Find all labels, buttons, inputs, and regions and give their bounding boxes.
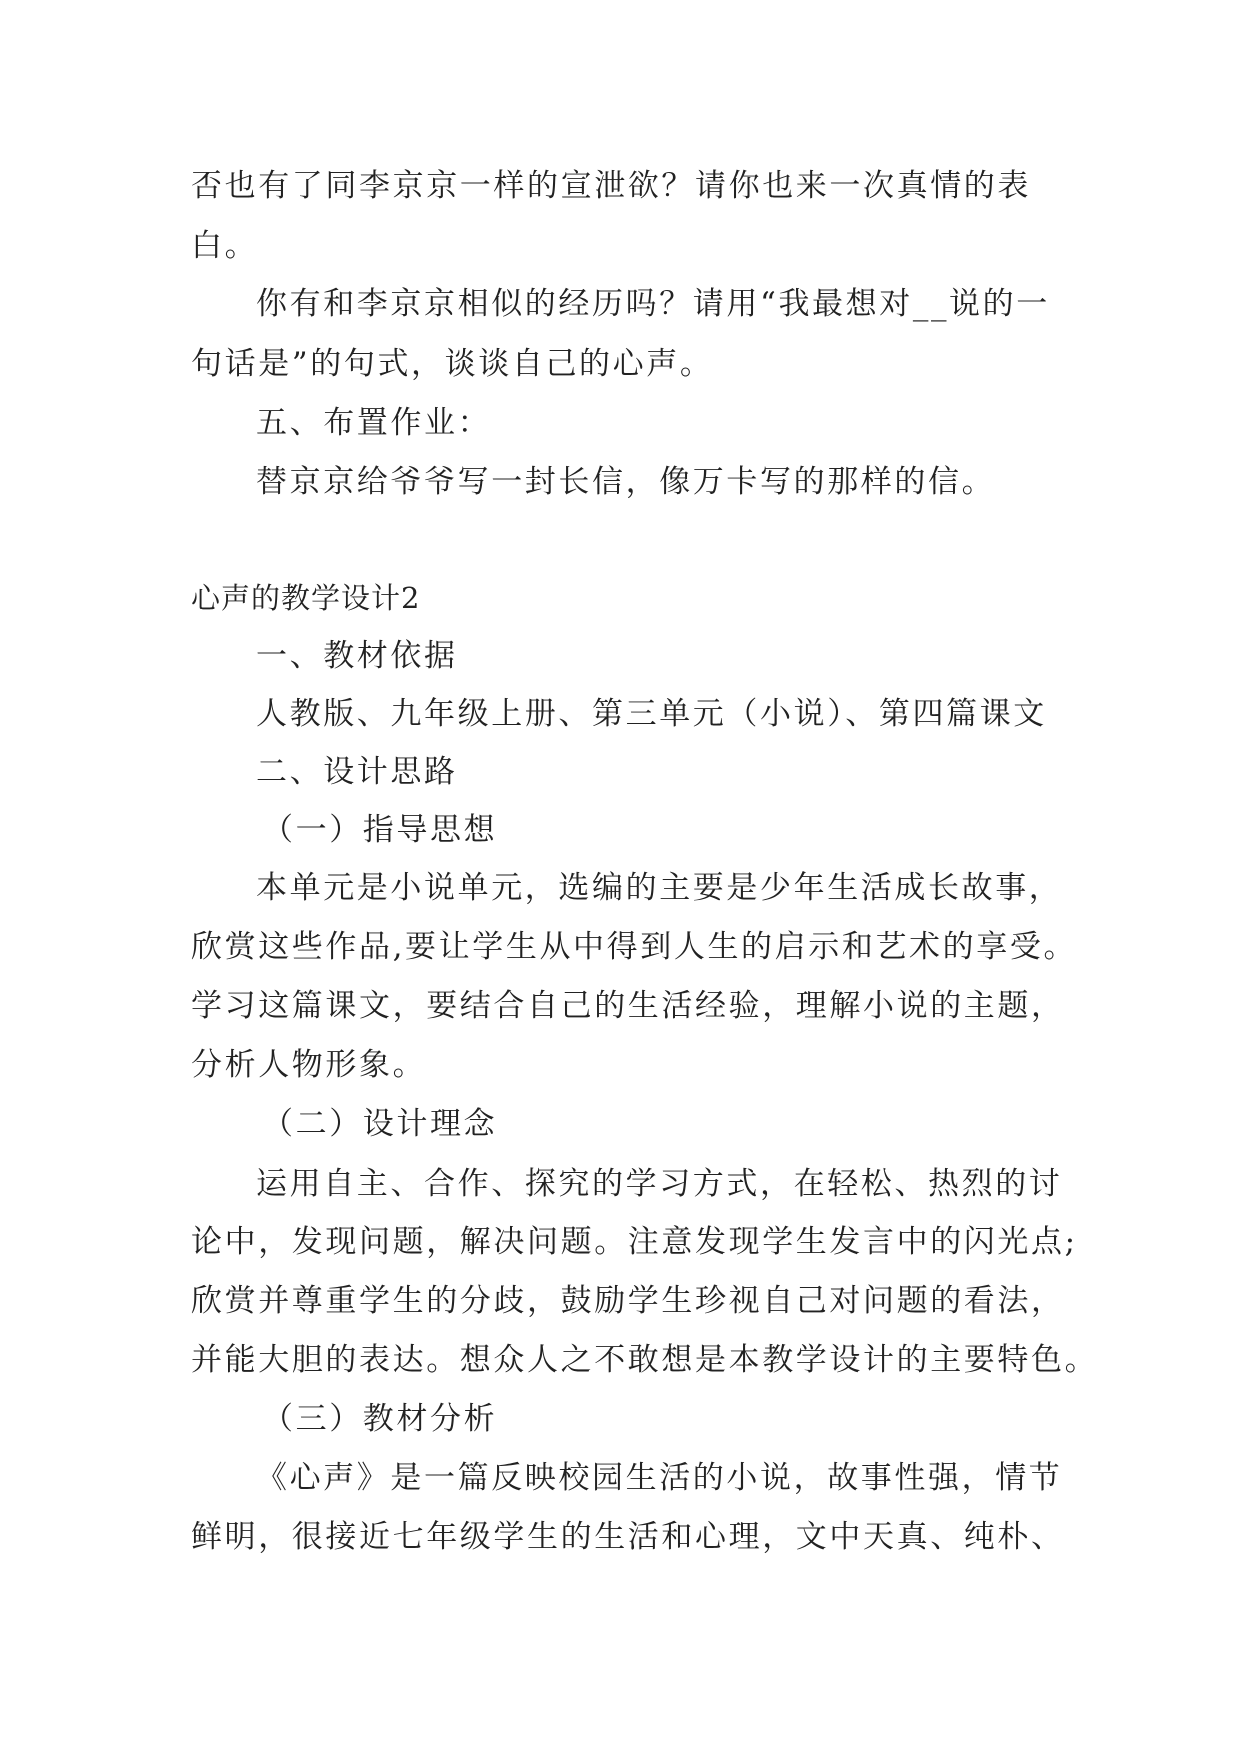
text-line: 运用自主、合作、探究的学习方式，在轻松、热烈的讨 xyxy=(256,1166,1063,1202)
section-heading: 五、布置作业： xyxy=(256,405,492,441)
subsection-heading: （三）教材分析 xyxy=(262,1401,498,1437)
text-line: 人教版、九年级上册、第三单元（小说）、第四篇课文 xyxy=(256,696,1047,732)
text-line: 论中，发现问题，解决问题。注意发现学生发言中的闪光点; xyxy=(191,1224,1078,1260)
text-line: 并能大胆的表达。想众人之不敢想是本教学设计的主要特色。 xyxy=(191,1342,1099,1378)
subsection-heading: （一）指导思想 xyxy=(262,812,498,848)
text-line: 否也有了同李京京一样的宣泄欲？请你也来一次真情的表 xyxy=(191,168,1031,204)
text-line: 学习这篇课文，要结合自己的生活经验，理解小说的主题， xyxy=(191,988,1065,1024)
section-heading: 二、设计思路 xyxy=(256,754,458,790)
text-line: 替京京给爷爷写一封长信，像万卡写的那样的信。 xyxy=(256,464,996,500)
text-line: 你有和李京京相似的经历吗？请用“我最想对__说的一 xyxy=(256,286,1050,322)
text-line: 白。 xyxy=(191,228,259,264)
document-title: 心声的教学设计2 xyxy=(191,581,421,615)
text-line: 分析人物形象。 xyxy=(191,1047,427,1083)
section-heading: 一、教材依据 xyxy=(256,638,458,674)
text-line: 鲜明，很接近七年级学生的生活和心理，文中天真、纯朴、 xyxy=(191,1519,1065,1555)
text-line: 本单元是小说单元，选编的主要是少年生活成长故事， xyxy=(256,870,1063,906)
subsection-heading: （二）设计理念 xyxy=(262,1106,498,1142)
text-line: 《心声》是一篇反映校园生活的小说，故事性强，情节 xyxy=(256,1460,1063,1496)
text-line: 欣赏并尊重学生的分歧，鼓励学生珍视自己对问题的看法， xyxy=(191,1283,1065,1319)
text-line: 句话是”的句式，谈谈自己的心声。 xyxy=(191,346,714,382)
text-line: 欣赏这些作品,要让学生从中得到人生的启示和艺术的享受。 xyxy=(191,929,1078,965)
